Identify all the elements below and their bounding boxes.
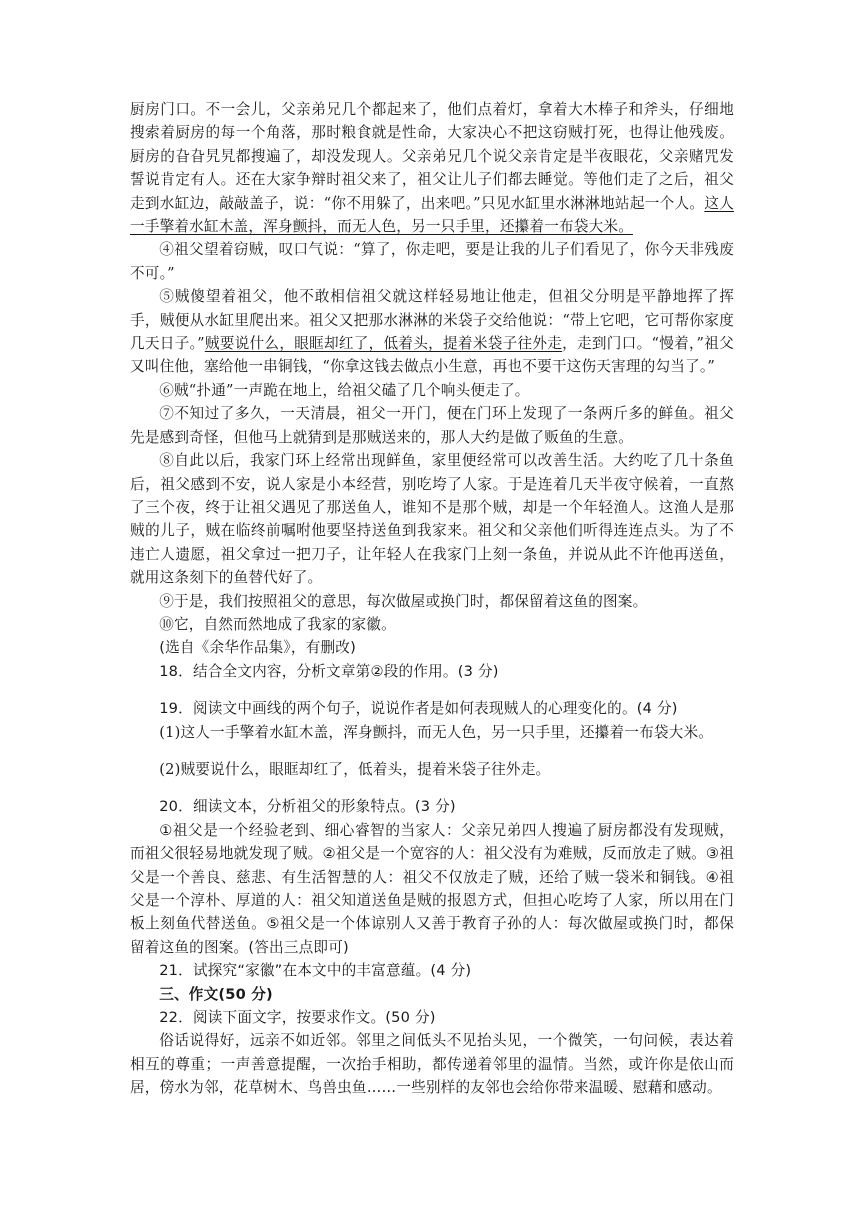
paragraph-5 (130, 285, 734, 379)
question-22-prompt: 俗话说得好，远亲不如近邻。邻里之间低头不见抬头见，一个微笑，一句问候，表达着相互的尊重；一声善意提醒，一次抬手相助，都传递着邻里的温情。当然，或许你是依山而居，傍水为邻，花草树木、鸟兽虫鱼……一些别样的友邻也会给你带来温暖、慰藉和感动。 (130, 1032, 734, 1097)
paragraph-4: ④祖父望着窃贼，叹口气说：“算了，你走吧，要是让我的儿子们看见了，你今天非残废不可。” (130, 241, 734, 282)
document-page (130, 98, 734, 1100)
question-20-answer: ①祖父是一个经验老到、细心睿智的当家人：父亲兄弟四人搜遍了厨房都没有发现贼，而祖父很轻易地就发现了贼。②祖父是一个宽容的人：祖父没有为难贼，反而放走了贼。③祖父是一个善良、慈悲、有生活智慧的人：祖父不仅放走了贼，还给了贼一袋米和铜钱。④祖父是一个淳朴、厚道的人：祖父知道送鱼是贼的报恩方式，但担心吃垮了人家，所以用在门板上刻鱼代替送鱼。⑤祖父是一个体谅别人又善于教育子孙的人：每次做屋或换门时，都保留着这鱼的图案。(答出三点即可) (130, 821, 734, 956)
source-note: (选自《余华作品集》，有删改) (159, 639, 356, 657)
question-18: 18．结合全文内容，分析文章第②段的作用。(3 分) (159, 662, 499, 680)
paragraph-6: ⑥贼“扑通”一声跪在地上，给祖父磕了几个响头便走了。 (159, 381, 530, 399)
paragraph-3 (130, 98, 734, 238)
answer-space-18 (130, 683, 734, 697)
paragraph-9: ⑨于是，我们按照祖父的意思，每次做屋或换门时，都保留着这鱼的图案。 (159, 592, 648, 610)
answer-space-19-1 (130, 744, 734, 758)
paragraph-7: ⑦不知过了多久，一天清晨，祖父一开门，便在门环上发现了一条两斤多的鲜鱼。祖父先是感到奇怪，但他马上就猜到是那贼送来的，那人大约是做了贩鱼的生意。 (130, 405, 734, 446)
paragraph-5-text-end: ，走到门口。“慢着，”祖父又叫住他，塞给他一串铜钱，“你拿这钱去做点小生意，再也不要干这伤天害理的勾当了。” (130, 335, 734, 376)
paragraph-3-text: 厨房门口。不一会儿，父亲弟兄几个都起来了，他们点着灯，拿着大木棒子和斧头，仔细地搜索着厨房的每一个角落，那时粮食就是性命，大家决心不把这窃贼打死，也得让他残废。厨房的旮旮旯旯都搜遍了，却没发现人。父亲弟兄几个说父亲肯定是半夜眼花，父亲赌咒发誓说肯定有人。还在大家争辩时祖父来了，祖父让儿子们都去睡觉。等他们走了之后，祖父走到水缸边，敲敲盖子，说：“你不用躲了，出来吧。”只见水缸里水淋淋地站起一个人。 (130, 101, 734, 212)
question-21: 21．试探究“家徽”在本文中的丰富意蕴。(4 分) (159, 962, 472, 980)
paragraph-5-text-start: ⑤贼傻望着祖父，他不敢相信祖父就这样轻易地让他走，但祖父分明是平静地挥了挥手，贼便从水缸里爬出来。祖父又把那水淋淋的米袋子交给他说：“带上它吧，它可帮你家度几天日子。” (130, 288, 734, 353)
question-19-part-1: (1)这人一手擎着水缸木盖，浑身颤抖，而无人色，另一只手里，还攥着一布袋大米。 (159, 723, 714, 741)
question-20: 20．细读文本，分析祖父的形象特点。(3 分) (159, 798, 456, 816)
question-22: 22．阅读下面文字，按要求作文。(50 分) (159, 1009, 436, 1027)
question-19: 19．阅读文中画线的两个句子，说说作者是如何表现贼人的心理变化的。(4 分) (159, 700, 678, 718)
section-3-heading: 三、作文(50 分) (159, 985, 273, 1003)
underlined-sentence-2: 贼要说什么，眼眶却红了，低着头，提着米袋子往外走 (204, 335, 563, 353)
question-19-part-2: (2)贼要说什么，眼眶却红了，低着头，提着米袋子往外走。 (159, 760, 551, 778)
answer-space-19-2 (130, 781, 734, 795)
underlined-sentence-1: 这人一手擎着水缸木盖，浑身颤抖，而无人色，另一只手里，还攥着一布袋大米。 (130, 194, 735, 236)
paragraph-8: ⑧自此以后，我家门环上经常出现鲜鱼，家里便经常可以改善生活。大约吃了几十条鱼后，祖父感到不安，说人家是小本经营，别吃垮了人家。于是连着几天半夜守候着，一直熬了三个夜，终于让祖父遇见了那送鱼人，谁知不是那个贼，却是一个年轻渔人。这渔人是那贼的儿子，贼在临终前嘱咐他要坚持送鱼到我家来。祖父和父亲他们听得连连点头。为了不违亡人遗愿，祖父拿过一把刀子，让年轻人在我家门上刻一条鱼，并说从此不许他再送鱼，就用这条刻下的鱼替代好了。 (130, 452, 734, 587)
paragraph-10: ⑩它，自然而然地成了我家的家徽。 (159, 615, 396, 633)
